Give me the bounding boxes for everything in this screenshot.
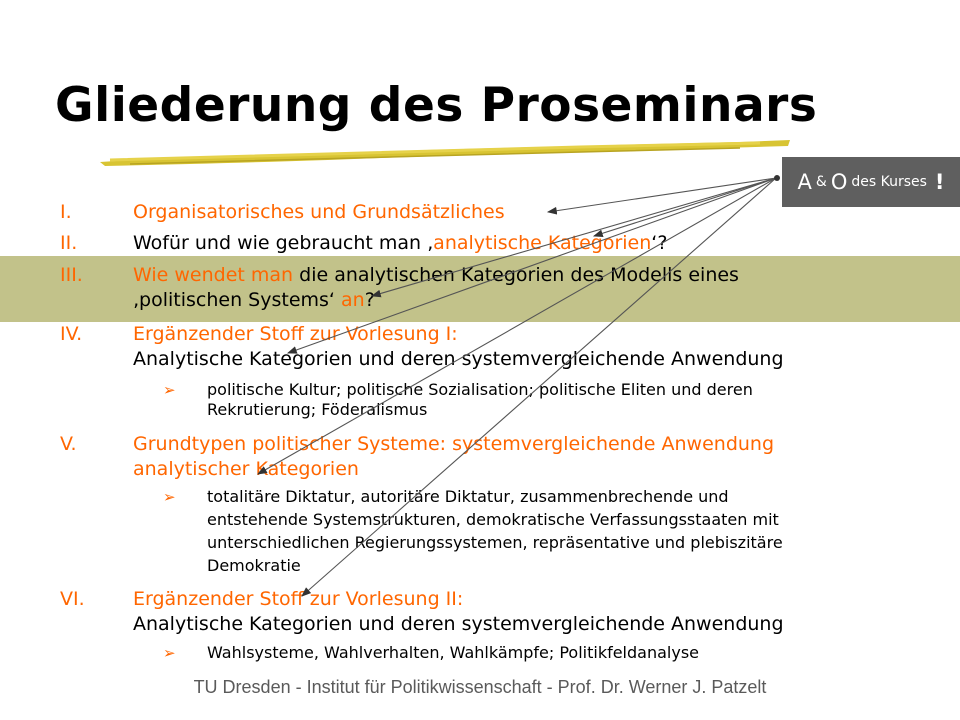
arrow-bullet-icon: ➢	[163, 381, 176, 399]
sub-item-line: Wahlsysteme, Wahlverhalten, Wahlkämpfe; Politikfeldanalyse	[207, 643, 699, 662]
arrow-to-item-3	[372, 178, 776, 296]
sub-item-line: Demokratie	[207, 556, 301, 575]
item-segment: ‚politischen Systems‘	[133, 289, 341, 311]
slide-footer: TU Dresden - Institut für Politikwissenschaft - Prof. Dr. Werner J. Patzelt	[193, 677, 767, 697]
slide-title: Gliederung des Proseminars	[55, 78, 818, 133]
item-number: I.	[60, 201, 72, 223]
item-segment: Organisatorisches und Grundsätzliches	[133, 201, 505, 223]
arrow-to-item-1	[548, 178, 776, 212]
item-heading: Ergänzender Stoff zur Vorlesung II:	[133, 588, 464, 610]
arrow-origin-dot	[774, 175, 780, 181]
item-segment: Wofür und wie gebraucht man ‚	[133, 232, 434, 254]
arrow-to-item-6	[302, 178, 776, 596]
sub-item-line: entstehende Systemstrukturen, demokratische Verfassungsstaaten mit	[207, 510, 779, 529]
item-segment-highlight: an	[341, 289, 365, 311]
sub-item-line: Rekrutierung; Föderalismus	[207, 400, 428, 419]
sub-item-line: totalitäre Diktatur, autoritäre Diktatur, zusammenbrechende und	[207, 487, 729, 506]
item-number: V.	[60, 433, 77, 455]
badge-amp: &	[815, 174, 827, 190]
item-heading: Ergänzender Stoff zur Vorlesung I:	[133, 323, 458, 345]
item-number: IV.	[60, 323, 83, 345]
item-subheading: Analytische Kategorien und deren systemvergleichende Anwendung	[133, 613, 784, 635]
item-segment-highlight: Wie wendet man	[133, 264, 294, 286]
item-heading-cont: analytischer Kategorien	[133, 458, 359, 480]
badge-exclamation: !	[934, 170, 945, 194]
badge-o: O	[830, 170, 848, 194]
item-number: VI.	[60, 588, 85, 610]
item-number: III.	[60, 264, 83, 286]
item-segment: die analytischen Kategorien des Modells eines	[293, 264, 739, 286]
arrow-to-item-5	[258, 178, 776, 474]
arrow-bullet-icon: ➢	[163, 488, 176, 506]
arrow-to-item-4	[288, 178, 776, 353]
arrow-bullet-icon: ➢	[163, 644, 176, 662]
sub-item-line: politische Kultur; politische Sozialisation; politische Eliten und deren	[207, 380, 753, 399]
item-segment: ‘?	[651, 232, 668, 254]
item-heading: Grundtypen politischer Systeme: systemvergleichende Anwendung	[133, 433, 775, 455]
badge-subtitle: des Kurses	[851, 174, 927, 190]
item-subheading: Analytische Kategorien und deren systemvergleichende Anwendung	[133, 348, 784, 370]
sub-item-line: unterschiedlichen Regierungssystemen, repräsentative und plebiszitäre	[207, 533, 783, 552]
item-number: II.	[60, 232, 78, 254]
arrow-to-item-2	[594, 178, 776, 236]
item-segment-highlight: analytische Kategorien	[433, 232, 652, 254]
badge-a: A	[797, 170, 812, 194]
item-segment: ?	[364, 289, 375, 311]
